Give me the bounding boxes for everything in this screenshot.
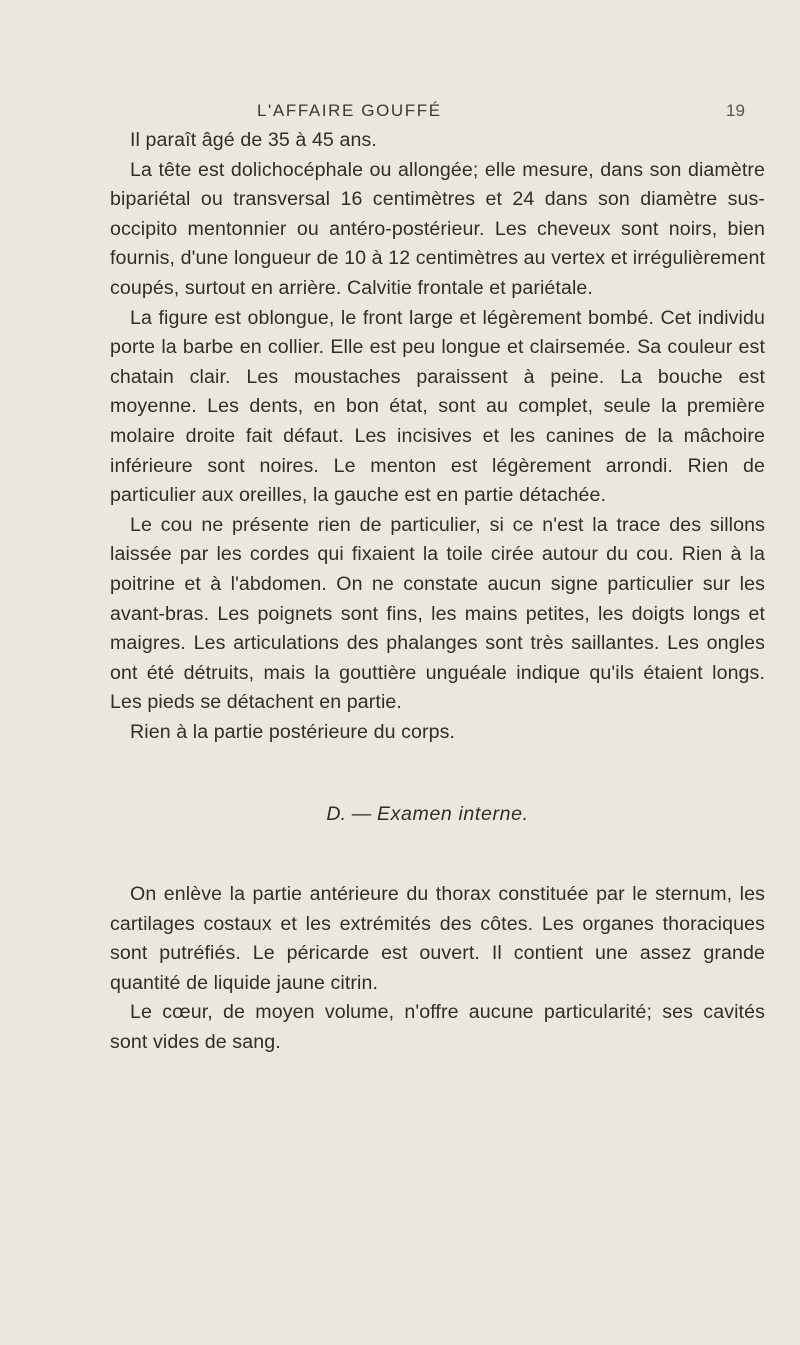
- paragraph-posterior: Rien à la partie postérieure du corps.: [130, 720, 456, 743]
- section-title: Examen interne.: [376, 803, 529, 826]
- page-number: 19: [726, 101, 745, 120]
- section-letter: D.: [326, 803, 347, 826]
- paragraph-face: La figure est oblongue, le front large et légèrement bombé. Cet individu porte la barbe en collier. Elle est peu longue et clairsemée. Sa couleur est chatain clair. Les moustaches paraissent à peine. La bouche est moyenne. Les dents, en bon état, sont au complet, seule la première molaire droite fait défaut. Les incisives et les canines de la mâchoire inférieure sont noires. Le menton est légèrement arrondi. Rien de particulier aux oreilles, la gauche est en partie détachée.: [110, 306, 765, 507]
- body-text: [110, 126, 765, 1058]
- section-heading: [110, 800, 765, 830]
- paragraph-head: La tête est dolichocéphale ou allongée; elle mesure, dans son diamètre bipariétal ou transversal 16 centimètres et 24 dans son diamètre sus-occipito mentonnier ou antéro-postérieur. Les cheveux sont noirs, bien fournis, d'une longueur de 10 à 12 centimètres au vertex et irrégulièrement coupés, surtout en arrière. Calvitie frontale et pariétale.: [110, 158, 765, 299]
- section-dash: —: [351, 803, 372, 826]
- paragraph-age: Il paraît âgé de 35 à 45 ans.: [130, 129, 377, 151]
- running-title: L'AFFAIRE GOUFFÉ: [257, 101, 442, 120]
- paragraph-thorax: On enlève la partie antérieure du thorax constituée par le sternum, les cartilages costaux et les extrémités des côtes. Les organes thoraciques sont putréfiés. Le péricarde est ouvert. Il contient une assez grande quantité de liquide jaune citrin.: [110, 883, 765, 994]
- paragraph-heart: Le cœur, de moyen volume, n'offre aucune particularité; ses cavités sont vides de sang.: [110, 1001, 765, 1054]
- paragraph-neck-limbs: Le cou ne présente rien de particulier, si ce n'est la trace des sillons laissée par les cordes qui fixaient la toile cirée autour du cou. Rien à la poitrine et à l'abdomen. On ne constate aucun signe particulier sur les avant-bras. Les poignets sont fins, les mains petites, les doigts longs et maigres. Les articulations des phalanges sont très saillantes. Les ongles ont été détruits, mais la gouttière unguéale indique qu'ils étaient longs. Les pieds se détachent en partie.: [110, 513, 765, 714]
